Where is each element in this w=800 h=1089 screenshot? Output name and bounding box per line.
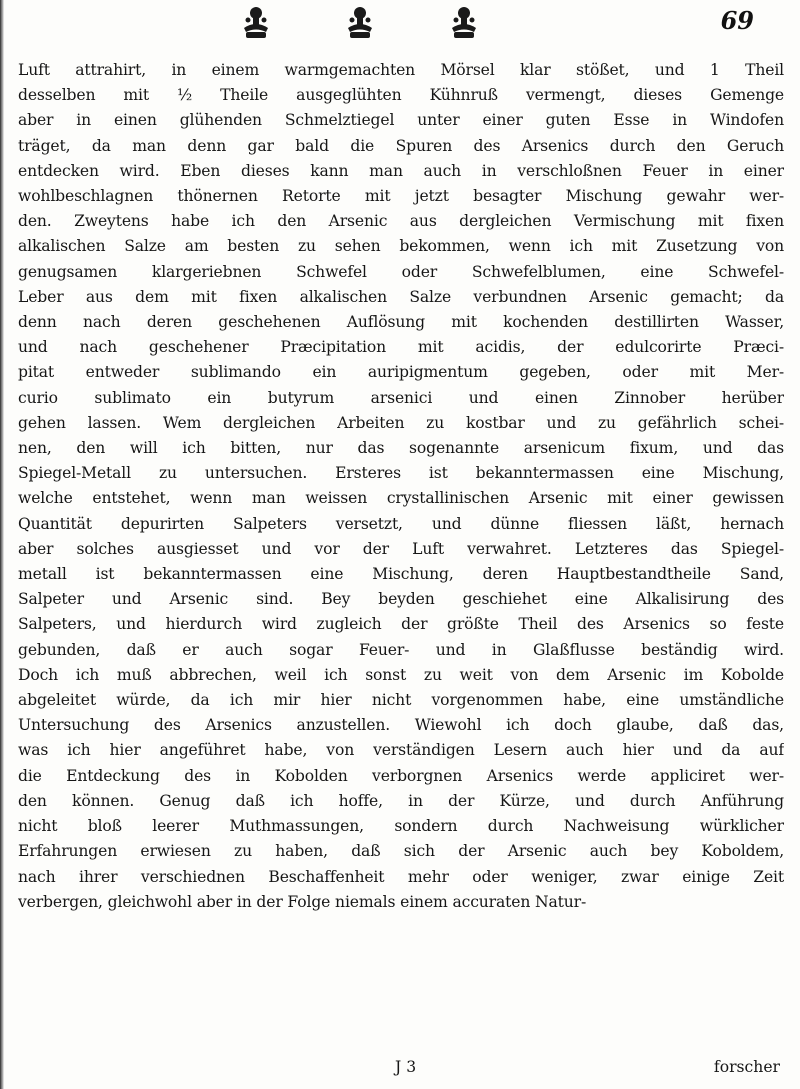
text-line: welche entstehet, wenn man weissen crystallinischen Arsenic mit einer gewissen <box>18 489 784 508</box>
text-line: nicht bloß leerer Muthmassungen, sondern durch Nachweisung würklicher <box>18 817 784 836</box>
text-line: Salpeter und Arsenic sind. Bey beyden geschiehet eine Alkalisirung des <box>18 590 784 609</box>
text-line: Doch ich muß abbrechen, weil ich sonst zu weit von dem Arsenic im Kobolde <box>18 665 784 684</box>
text-line: Untersuchung des Arsenics anzustellen. Wiewohl ich doch glaube, daß das, <box>18 716 784 735</box>
text-line: Quantität depurirten Salpeters versetzt, und dünne fliessen läßt, hernach <box>18 514 784 533</box>
text-line: Leber aus dem mit fixen alkalischen Salze verbundnen Arsenic gemacht; da <box>18 287 784 306</box>
text-line: die Entdeckung des in Kobolden verborgnen Arsenics werde appliciret wer- <box>18 766 784 785</box>
text-line: curio sublimato ein butyrum arsenici und einen Zinnober herüber <box>18 388 784 407</box>
text-line: Erfahrungen erwiesen zu haben, daß sich der Arsenic auch bey Koboldem, <box>18 842 784 861</box>
text-line: denn nach deren geschehenen Auflösung mit kochenden destillirten Wasser, <box>18 313 784 332</box>
text-line: desselben mit ½ Theile ausgeglühten Kühnruß vermengt, dieses Gemenge <box>18 86 784 105</box>
page-gutter-edge <box>0 0 4 1089</box>
fleuron-icon <box>448 6 480 40</box>
text-line: wohlbeschlagnen thönernen Retorte mit jetzt besagter Mischung gewahr wer- <box>18 187 784 206</box>
text-line: was ich hier angeführet habe, von verständigen Lesern auch hier und da auf <box>18 741 784 760</box>
text-line: metall ist bekanntermassen eine Mischung, deren Hauptbestandtheile Sand, <box>18 565 784 584</box>
text-line: entdecken wird. Eben dieses kann man auch in verschloßnen Feuer in einer <box>18 161 784 180</box>
text-line: gebunden, daß er auch sogar Feuer- und in Glaßflusse beständig wird. <box>18 640 784 659</box>
text-line: abgeleitet würde, da ich mir hier nicht vorgenommen habe, eine umständliche <box>18 691 784 710</box>
fleuron-icon <box>344 6 376 40</box>
text-line: und nach geschehener Præcipitation mit acidis, der edulcorirte Præci- <box>18 338 784 357</box>
text-line: Salpeters, und hierdurch wird zugleich der größte Theil des Arsenics so feste <box>18 615 784 634</box>
text-line: verbergen, gleichwohl aber in der Folge niemals einem accuraten Natur- <box>18 892 587 911</box>
fleuron-icon <box>240 6 272 40</box>
header-ornaments <box>240 6 480 40</box>
text-line: den können. Genug daß ich hoffe, in der Kürze, und durch Anführung <box>18 791 784 810</box>
text-line: träget, da man denn gar bald die Spuren des Arsenics durch den Geruch <box>18 136 784 155</box>
text-line: gehen lassen. Wem dergleichen Arbeiten zu kostbar und zu gefährlich schei- <box>18 413 784 432</box>
text-line: nach ihrer verschiednen Beschaffenheit mehr oder weniger, zwar einige Zeit <box>18 867 784 886</box>
text-line: pitat entweder sublimando ein auripigmentum gegeben, oder mit Mer- <box>18 363 784 382</box>
text-line: aber in einen glühenden Schmelztiegel unter einer guten Esse in Windofen <box>18 111 784 130</box>
text-line: genugsamen klargeriebnen Schwefel oder Schwefelblumen, eine Schwefel- <box>18 262 784 281</box>
text-line: alkalischen Salze am besten zu sehen bekommen, wenn ich mit Zusetzung von <box>18 237 784 256</box>
text-line: Luft attrahirt, in einem warmgemachten Mörsel klar stößet, und 1 Theil <box>18 61 784 79</box>
page-header <box>0 4 800 44</box>
text-line: den. Zweytens habe ich den Arsenic aus dergleichen Vermischung mit fixen <box>18 212 784 231</box>
page-footer <box>0 1058 800 1086</box>
page-number: 69 <box>720 6 754 35</box>
text-line: Spiegel-Metall zu untersuchen. Ersteres ist bekanntermassen eine Mischung, <box>18 464 784 483</box>
signature-mark: J 3 <box>395 1058 417 1076</box>
text-line: aber solches ausgiesset und vor der Luft verwahret. Letzteres das Spiegel- <box>18 539 784 558</box>
catchword: forscher <box>713 1058 780 1076</box>
text-line: nen, den will ich bitten, nur das sogenannte arsenicum fixum, und das <box>18 439 784 458</box>
body-text <box>18 58 784 915</box>
